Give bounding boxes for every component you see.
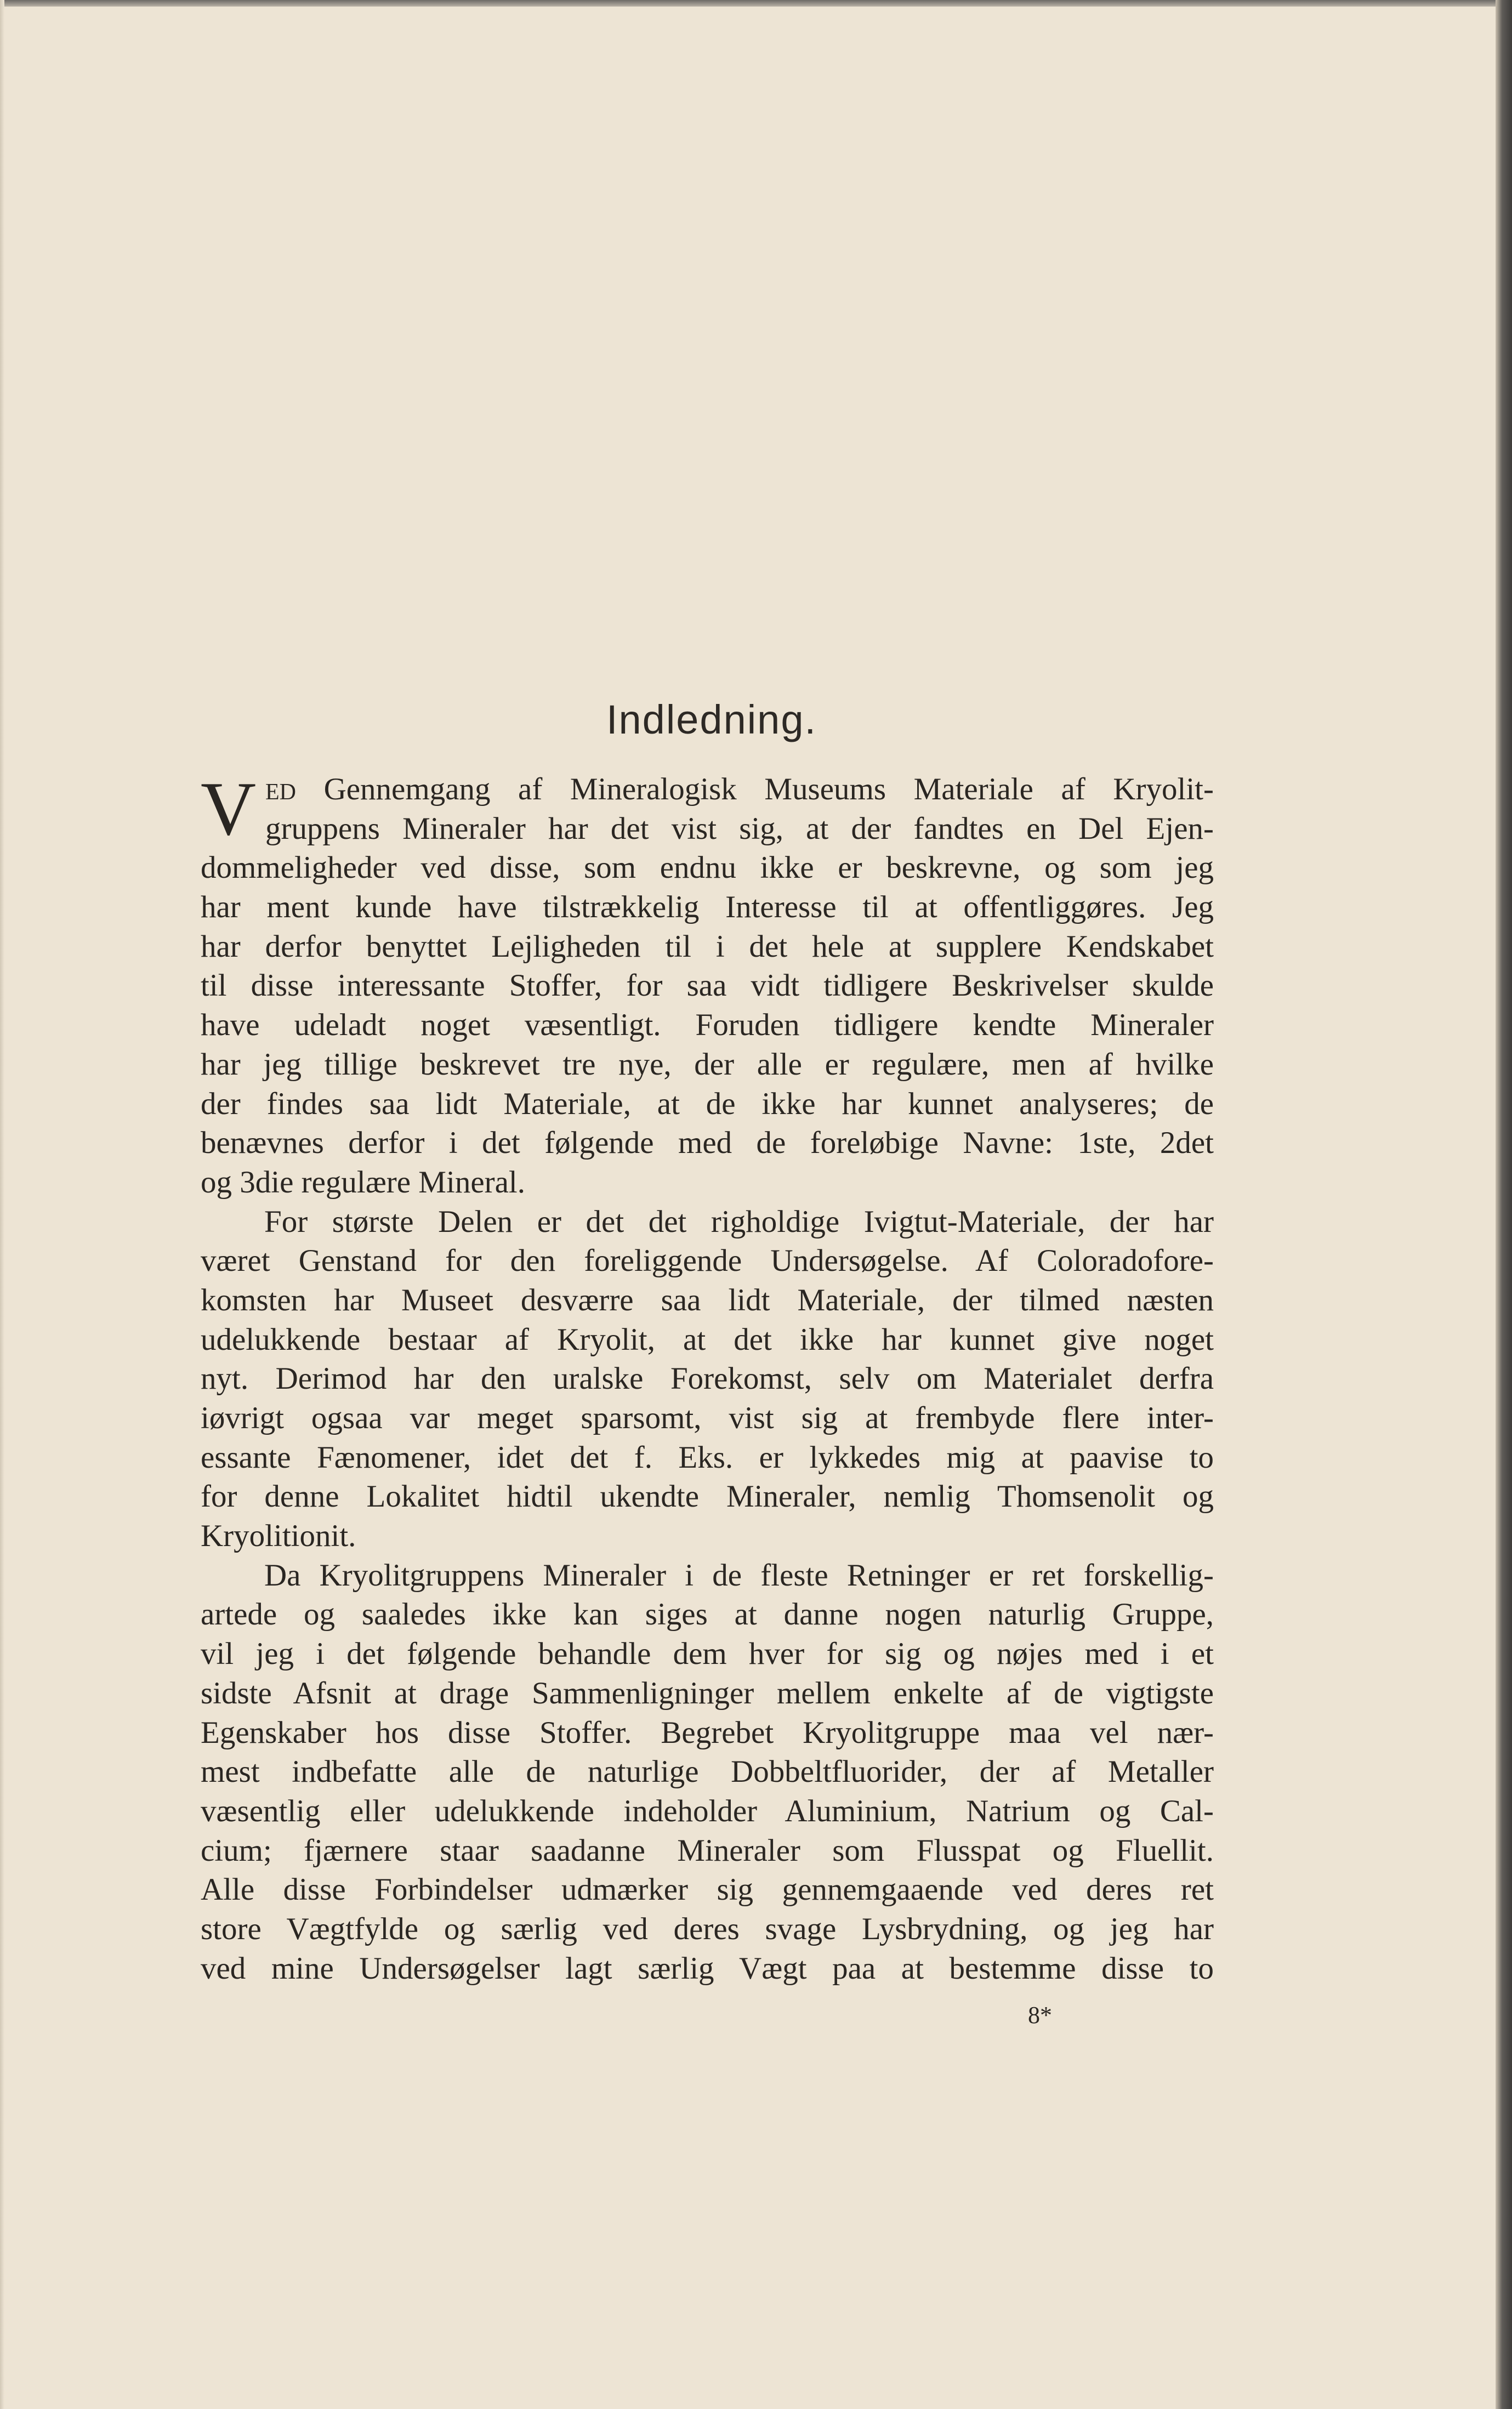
- text-line: har derfor benyttet Lejligheden til i det hele at supplere Kendskabet: [201, 929, 1214, 964]
- text-line: mest indbefatte alle de naturlige Dobbeltfluorider, der af Metaller: [201, 1754, 1214, 1789]
- body-text: [201, 770, 1214, 1988]
- page-left-shadow: [0, 0, 4, 2409]
- text-line: har jeg tillige beskrevet tre nye, der alle er regulære, men af hvilke: [201, 1047, 1214, 1082]
- text-line: iøvrigt ogsaa var meget sparsomt, vist sig at frembyde flere inter-: [201, 1401, 1214, 1435]
- section-title: Indledning.: [606, 697, 817, 742]
- text-line: gruppens Mineraler har det vist sig, at der fandtes en Del Ejen-: [265, 811, 1214, 846]
- text-line: have udeladt noget væsentligt. Foruden tidligere kendte Mineraler: [201, 1008, 1214, 1043]
- text-line: artede og saaledes ikke kan siges at danne nogen naturlig Gruppe,: [201, 1597, 1214, 1632]
- text-line: ved mine Undersøgelser lagt særlig Vægt paa at bestemme disse to: [201, 1951, 1214, 1986]
- text-line: været Genstand for den foreliggende Undersøgelse. Af Coloradofore-: [201, 1243, 1214, 1279]
- text-line: sidste Afsnit at drage Sammenligninger mellem enkelte af de vigtigste: [201, 1675, 1214, 1711]
- text-line: nyt. Derimod har den uralske Forekomst, selv om Materialet derfra: [201, 1361, 1214, 1396]
- text-line: komsten har Museet desværre saa lidt Materiale, der tilmed næsten: [201, 1282, 1214, 1317]
- text-line: og 3die regulære Mineral.: [201, 1164, 525, 1200]
- drop-cap-block: [201, 770, 1214, 848]
- text-line: essante Fænomener, idet det f. Eks. er lykkedes mig at paavise to: [201, 1440, 1214, 1475]
- text-line: til disse interessante Stoffer, for saa vidt tidligere Beskrivelser skulde: [201, 968, 1214, 1003]
- text-line: cium; fjærnere staar saadanne Mineraler som Flusspat og Fluellit.: [201, 1833, 1214, 1868]
- text-line: udelukkende bestaar af Kryolit, at det ikke har kunnet give noget: [201, 1322, 1214, 1357]
- text-line: Kryolitionit.: [201, 1519, 356, 1554]
- text-line: [265, 770, 1214, 809]
- text-line: benævnes derfor i det følgende med de foreløbige Navne: 1ste, 2det: [201, 1126, 1214, 1161]
- text-line: dommeligheder ved disse, som endnu ikke er beskrevne, og som jeg: [201, 850, 1214, 885]
- text-line: For største Delen er det det righoldige Ivigtut-Materiale, der har: [264, 1204, 1214, 1239]
- text-line: store Vægtfylde og særlig ved deres svage Lysbrydning, og jeg har: [201, 1911, 1214, 1946]
- text-line: vil jeg i det følgende behandle dem hver for sig og nøjes med i et: [201, 1637, 1214, 1672]
- text-line: Da Kryolitgruppens Mineraler i de fleste Retninger er ret forskellig-: [264, 1558, 1214, 1593]
- drop-cap: V: [201, 770, 257, 848]
- small-caps-word: ED: [265, 780, 296, 805]
- drop-cap-lines: [265, 770, 1214, 848]
- text-line: Egenskaber hos disse Stoffer. Begrebet Kryolitgruppe maa vel nær-: [201, 1715, 1214, 1750]
- text-line: Alle disse Forbindelser udmærker sig gennemgaaende ved deres ret: [201, 1872, 1214, 1907]
- text-line: der findes saa lidt Materiale, at de ikke har kunnet analyseres; de: [201, 1086, 1214, 1121]
- scan-top-edge: [0, 0, 1512, 7]
- scan-right-edge: [1496, 0, 1512, 2409]
- text-line: for denne Lokalitet hidtil ukendte Mineraler, nemlig Thomsenolit og: [201, 1479, 1214, 1514]
- text-line: væsentlig eller udelukkende indeholder Aluminium, Natrium og Cal-: [201, 1793, 1214, 1828]
- text-line: har ment kunde have tilstrækkelig Interesse til at offentliggøres. Jeg: [201, 890, 1214, 925]
- page-number: 8*: [1028, 2002, 1052, 2029]
- first-line-text: Gennemgang af Mineralogisk Museums Materiale af Kryolit-: [323, 772, 1214, 806]
